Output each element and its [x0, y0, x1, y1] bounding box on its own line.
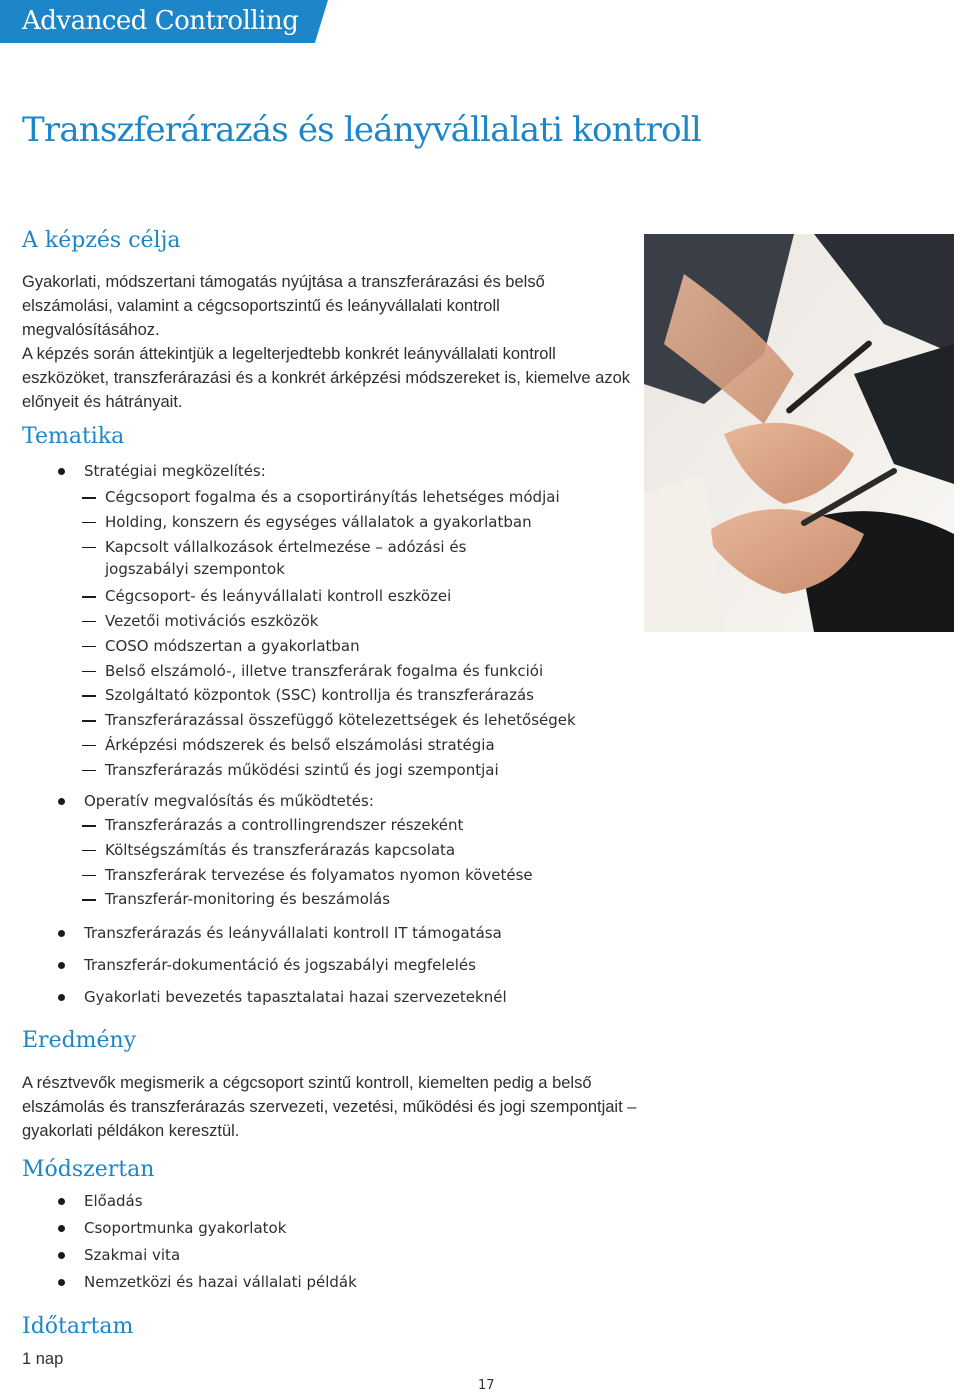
topics-list: [58, 790, 374, 812]
topic-subitem: Cégcsoport fogalma és a csoportirányítás lehetséges módjai: [82, 486, 576, 511]
topic-subitem: Kapcsolt vállalkozások értelmezése – adózási és jogszabályi szempontok: [82, 536, 545, 586]
method-item: Előadás: [58, 1190, 357, 1212]
goal-line: megvalósításához.: [22, 321, 160, 339]
topic-item: Stratégiai megközelítés:: [58, 460, 266, 482]
duration-value: 1 nap: [22, 1350, 64, 1368]
topic-subitem: Árképzési módszerek és belső elszámolási stratégia: [82, 734, 576, 759]
topic-item: Transzferár-dokumentáció és jogszabályi megfelelés: [58, 954, 507, 976]
topic-subitems: [82, 814, 533, 913]
topic-subitem: Vezetői motivációs eszközök: [82, 610, 576, 635]
method-heading: Módszertan: [22, 1157, 155, 1182]
method-list: [58, 1190, 357, 1293]
topics-list: [58, 460, 266, 482]
goal-line: eszközöket, transzferárazási és a konkrét árképzési módszereket is, kiemelve azok: [22, 369, 631, 387]
goal-line: A képzés során áttekintjük a legelterjedtebb konkrét leányvállalati kontroll: [22, 345, 556, 363]
method-item: Csoportmunka gyakorlatok: [58, 1217, 357, 1239]
topic-item: Gyakorlati bevezetés tapasztalatai hazai szervezeteknél: [58, 986, 507, 1008]
topic-subitem: Holding, konszern és egységes vállalatok a gyakorlatban: [82, 511, 576, 536]
topic-subitem: Transzferárazás a controllingrendszer részeként: [82, 814, 533, 839]
page-title: Transzferárazás és leányvállalati kontroll: [22, 110, 701, 150]
topic-subitems: [82, 486, 576, 784]
result-paragraph: [22, 1071, 636, 1143]
topic-subitem: Transzferár-monitoring és beszámolás: [82, 888, 533, 913]
goal-heading: A képzés célja: [22, 228, 181, 253]
topic-subitem: Transzferárazással összefüggő kötelezettségek és lehetőségek: [82, 709, 576, 734]
topic-subitem: Szolgáltató központok (SSC) kontrollja és transzferárazás: [82, 684, 576, 709]
photo-illustration: [644, 234, 954, 632]
result-line: gyakorlati példákon keresztül.: [22, 1122, 240, 1140]
result-line: elszámolás és transzferárazás szervezeti, vezetési, működési és jogi szempontjait –: [22, 1098, 637, 1116]
page-number: 17: [478, 1378, 495, 1393]
goal-line: előnyeit és hátrányait.: [22, 393, 183, 411]
goal-paragraph: [22, 270, 630, 414]
business-people-writing-photo: [644, 234, 954, 632]
goal-line: Gyakorlati, módszertani támogatás nyújtása a transzferárazási és belső: [22, 273, 545, 291]
topic-subitem: Belső elszámoló-, illetve transzferárak fogalma és funkciói: [82, 660, 576, 685]
topic-item: Operatív megvalósítás és működtetés:: [58, 790, 374, 812]
topic-subitem: Transzferárak tervezése és folyamatos nyomon követése: [82, 864, 533, 889]
topics-heading: Tematika: [22, 424, 125, 449]
method-item: Szakmai vita: [58, 1244, 357, 1266]
topic-subitem: Költségszámítás és transzferárazás kapcsolata: [82, 839, 533, 864]
topic-subitem: Cégcsoport- és leányvállalati kontroll eszközei: [82, 585, 576, 610]
duration-heading: Időtartam: [22, 1314, 134, 1339]
topic-subitem: Transzferárazás működési szintű és jogi szempontjai: [82, 759, 576, 784]
topic-subitem: COSO módszertan a gyakorlatban: [82, 635, 576, 660]
header-title: Advanced Controlling: [22, 6, 299, 36]
topic-item: Transzferárazás és leányvállalati kontroll IT támogatása: [58, 922, 507, 944]
goal-line: elszámolási, valamint a cégcsoportszintű és leányvállalati kontroll: [22, 297, 500, 315]
result-line: A résztvevők megismerik a cégcsoport szintű kontroll, kiemelten pedig a belső: [22, 1074, 592, 1092]
method-item: Nemzetközi és hazai vállalati példák: [58, 1271, 357, 1293]
topics-list: [58, 922, 507, 1008]
result-heading: Eredmény: [22, 1028, 137, 1053]
